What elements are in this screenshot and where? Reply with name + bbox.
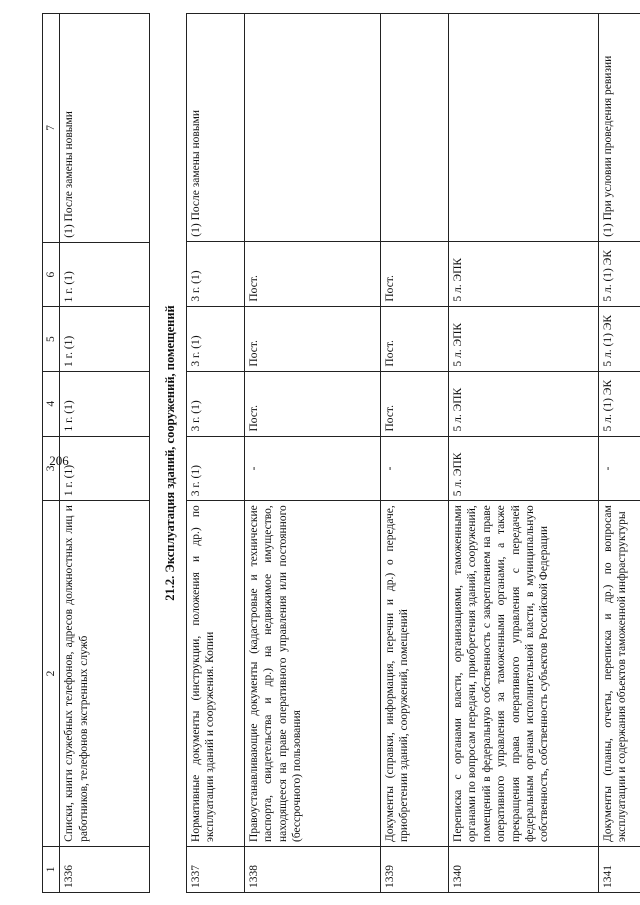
page-number: 206: [49, 453, 69, 468]
section-title: 21.2. Эксплуатация зданий, сооружений, помещений: [163, 305, 177, 601]
table-row: [187, 14, 245, 893]
row-number: 1339: [381, 846, 449, 892]
row-note: (1) При условии проведения ревизии: [599, 14, 640, 242]
row-note: [245, 14, 381, 242]
main-table: [186, 13, 640, 893]
row-description: Переписка с органами власти, организациями, таможенными органами по вопросам передачи, приобретения зданий, сооружений, помещений в федеральную собственность с закреплением на праве оперативного управления за таможенными органами, а также прекращения права оперативного управления с передачей федеральным органам исполнительной власти, в муниципальную собственность, собственность субъектов Российской Федерации: [449, 501, 599, 847]
header-col-2: 2: [43, 501, 60, 847]
header-col-5: 5: [43, 307, 60, 372]
row-col-6: 5 л. ЭПК: [449, 241, 599, 306]
rotated-page: [20, 13, 629, 893]
row-col-5: 5 л. ЭПК: [449, 306, 599, 371]
table-row: [245, 14, 381, 893]
row-col-3: -: [245, 436, 381, 501]
header-col-3: 3: [43, 436, 60, 501]
row-col-4: 3 г. (1): [187, 371, 245, 436]
row-col-3: -: [381, 436, 449, 501]
row-col-3: 3 г. (1): [187, 436, 245, 501]
row-col-4: Пост.: [245, 371, 381, 436]
row-description: Правоустанавливающие документы (кадастровые и технические паспорта, свидетельства и др.) на недвижимое имущество, находящееся на праве оперативного управления или постоянного (бессрочного) пользования: [245, 501, 381, 847]
header-col-7: 7: [43, 14, 60, 243]
row-col-6: 3 г. (1): [187, 241, 245, 306]
header-col-4: 4: [43, 371, 60, 436]
row-col-5: 1 г. (1): [60, 307, 150, 372]
header-row: [43, 14, 60, 893]
row-number: 1340: [449, 846, 599, 892]
row-number: 1338: [245, 846, 381, 892]
row-note: [381, 14, 449, 242]
header-col-6: 6: [43, 242, 60, 307]
row-note: [449, 14, 599, 242]
table-row: [381, 14, 449, 893]
row-col-4: 5 л. (1) ЭК: [599, 371, 640, 436]
top-table: [42, 13, 150, 893]
header-col-1: 1: [43, 846, 60, 892]
row-col-5: Пост.: [245, 306, 381, 371]
row-col-6: Пост.: [245, 241, 381, 306]
row-number: 1337: [187, 846, 245, 892]
table-row: [60, 14, 150, 893]
table-row: [449, 14, 599, 893]
row-col-4: Пост.: [381, 371, 449, 436]
row-number: 1341: [599, 846, 640, 892]
row-note: (1) После замены новыми: [187, 14, 245, 242]
table-row: [599, 14, 640, 893]
row-col-3: -: [599, 436, 640, 501]
row-col-3: 5 л. ЭПК: [449, 436, 599, 501]
row-col-5: Пост.: [381, 306, 449, 371]
row-col-5: 5 л. (1) ЭК: [599, 306, 640, 371]
row-description: Документы (справки, информация, перечни и др.) о передаче, приобретении зданий, сооружений, помещений: [381, 501, 449, 847]
row-col-4: 1 г. (1): [60, 371, 150, 436]
row-description: Списки, книги служебных телефонов, адресов должностных лиц и работников, телефонов экстренных служб: [60, 501, 150, 847]
row-col-5: 3 г. (1): [187, 306, 245, 371]
row-col-4: 5 л. ЭПК: [449, 371, 599, 436]
row-col-6: 5 л. (1) ЭК: [599, 241, 640, 306]
row-description: Документы (планы, отчеты, переписка и др.) по вопросам эксплуатации и содержания объектов таможенной инфраструктуры: [599, 501, 640, 847]
row-note: (1) После замены новыми: [60, 14, 150, 243]
row-number: 1336: [60, 846, 150, 892]
row-col-6: 1 г. (1): [60, 242, 150, 307]
row-description: Нормативные документы (инструкции, положения и др.) по эксплуатации зданий и сооружения. Копии: [187, 501, 245, 847]
row-col-3: 1 г. (1): [60, 436, 150, 501]
row-col-6: Пост.: [381, 241, 449, 306]
